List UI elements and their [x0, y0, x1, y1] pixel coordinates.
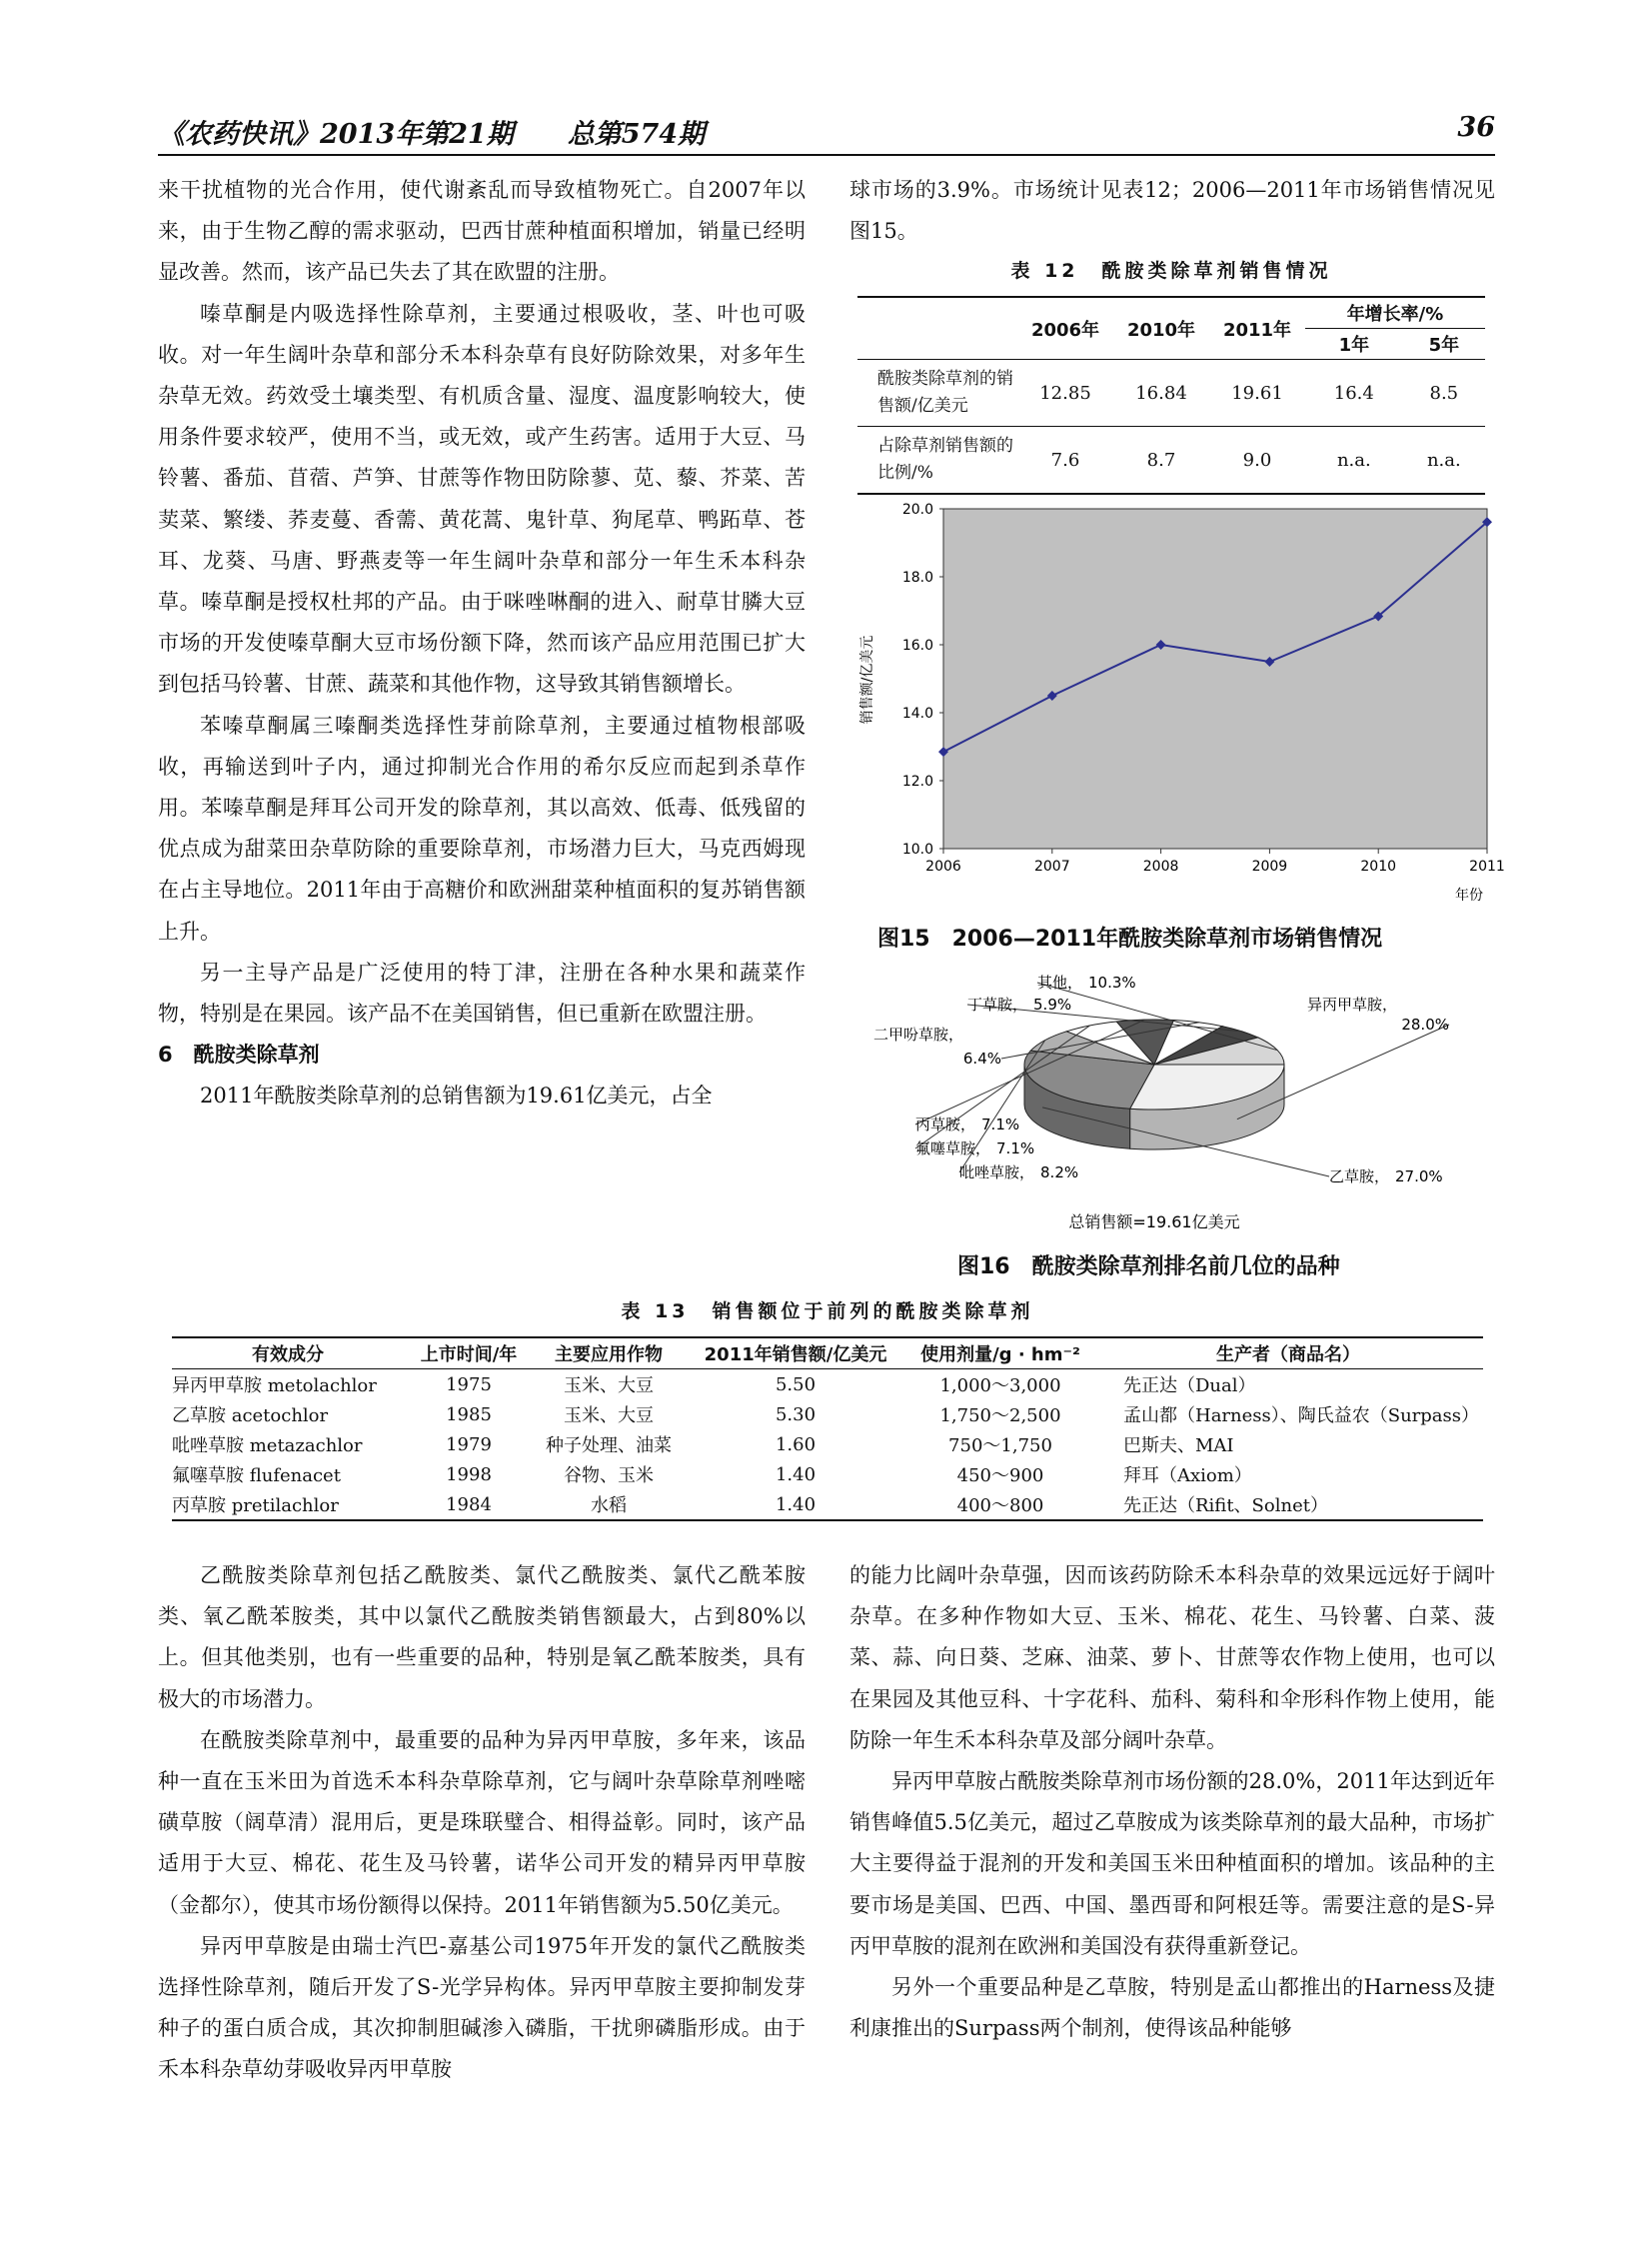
table12-cell: 9.0: [1242, 449, 1272, 471]
table13-cell: 先正达（Dual）: [1123, 1375, 1256, 1396]
paragraph: 乙酰胺类除草剂包括乙酰胺类、氯代乙酰胺类、氯代乙酰苯胺类、氧乙酰苯胺类，其中以氯代乙酰胺类销售额最大，占到80%以上。但其他类别，也有一些重要的品种，特别是氧乙酰苯胺类，具有极大的市场潜力。: [158, 1563, 806, 1711]
table13-cell: 1.40: [775, 1463, 817, 1485]
pie-label: 其他， 10.3%: [1037, 974, 1136, 992]
y-tick-label: 12.0: [901, 774, 933, 790]
table12-cell: n.a.: [1336, 449, 1371, 471]
x-tick-label: 2008: [1142, 859, 1179, 875]
table12-cell: 7.6: [1050, 449, 1080, 471]
left-column-top: [158, 170, 806, 1118]
x-tick-label: 2006: [925, 859, 961, 875]
figure15-caption: 图15 2006—2011年酰胺类除草剂市场销售情况: [877, 927, 1383, 952]
table13-cell: 1.60: [775, 1433, 817, 1455]
table12-cell: 8.5: [1429, 382, 1459, 404]
pie-label: 乙草胺， 27.0%: [1329, 1167, 1443, 1185]
paragraph: 另外一个重要品种是乙草胺，特别是孟山都推出的Harness及捷利康推出的Surpass两个制剂，使得该品种能够: [849, 1975, 1495, 2041]
pie-label: 丁草胺， 5.9%: [967, 996, 1072, 1014]
table12-cell: 16.84: [1135, 382, 1187, 404]
table13-header: 生产者（商品名）: [1216, 1344, 1360, 1365]
table13-cell: 1975: [446, 1373, 492, 1395]
paragraph: 异丙甲草胺占酰胺类除草剂市场份额的28.0%，2011年达到近年销售峰值5.5亿美元，超过乙草胺成为该类除草剂的最大品种，市场扩大主要得益于混剂的开发和美国玉米田种植面积的增加。该品种的主要市场是美国、巴西、中国、墨西哥和阿根廷等。需要注意的是S-异丙甲草胺的混剂在欧洲和美国没有获得重新登记。: [849, 1769, 1495, 1958]
table13-cell: 玉米、大豆: [564, 1405, 654, 1426]
y-tick-label: 16.0: [901, 638, 933, 654]
paragraph: 来干扰植物的光合作用，使代谢紊乱而导致植物死亡。自2007年以来，由于生物乙醇的需求驱动，巴西甘蔗种植面积增加，销量已经明显改善。然而，该产品已失去了其在欧盟的注册。: [158, 178, 806, 285]
table13-cell: 450～900: [956, 1465, 1044, 1486]
table13-cell: 400～800: [956, 1495, 1044, 1516]
right-column-bottom: [849, 1555, 1495, 2049]
table12: [857, 296, 1485, 495]
table12-header: 2011年: [1222, 319, 1292, 341]
x-tick-label: 2007: [1033, 859, 1070, 875]
section-heading: 6 酰胺类除草剂: [158, 1043, 320, 1068]
table13-caption: 表 13 销售额位于前列的酰胺类除草剂: [621, 1300, 1034, 1322]
table13-cell: 巴斯夫、MAI: [1123, 1435, 1234, 1456]
table13-header: 使用剂量/g · hm⁻²: [920, 1344, 1080, 1365]
table13-header: 有效成分: [252, 1344, 324, 1365]
y-tick-label: 20.0: [901, 502, 933, 518]
table13-cell: 吡唑草胺 metazachlor: [172, 1435, 363, 1456]
table12-subheader: 5年: [1428, 335, 1460, 356]
table-row: [172, 1429, 1483, 1459]
table13-cell: 1984: [446, 1493, 492, 1515]
table12-cell: 12.85: [1039, 382, 1091, 404]
journal-title: 《农药快讯》2013年第21期 总第574期: [158, 119, 706, 150]
line-chart: [857, 502, 1505, 905]
y-axis-label: 销售额/亿美元: [859, 635, 875, 725]
table13-cell: 谷物、玉米: [564, 1465, 654, 1486]
table13-cell: 氟噻草胺 flufenacet: [172, 1465, 341, 1486]
figure16-caption: 图16 酰胺类除草剂排名前几位的品种: [957, 1254, 1340, 1279]
table13-cell: 孟山都（Harness）、陶氏益农（Surpass）: [1123, 1405, 1480, 1426]
table13-cell: 1979: [446, 1433, 492, 1455]
table12-corner: [857, 297, 1017, 360]
y-tick-label: 10.0: [901, 842, 933, 858]
page-number: 36: [1457, 112, 1495, 143]
pie-chart: [859, 970, 1499, 1239]
table13-cell: 种子处理、油菜: [546, 1435, 672, 1456]
table13-cell: 1,750～2,500: [939, 1405, 1061, 1426]
table13-cell: 水稻: [591, 1495, 627, 1516]
pie-total-label: 总销售额=19.61亿美元: [1068, 1212, 1240, 1231]
left-column-bottom: [158, 1555, 806, 2091]
table13-header: 2011年销售额/亿美元: [704, 1344, 887, 1365]
table-row: [172, 1369, 1483, 1400]
paragraph: 球市场的3.9%。市场统计见表12；2006—2011年市场销售情况见图15。: [849, 178, 1495, 244]
pie-label: 二甲吩草胺，6.4%: [872, 1026, 1001, 1068]
paragraph: 的能力比阔叶杂草强，因而该药防除禾本科杂草的效果远远好于阔叶杂草。在多种作物如大豆、玉米、棉花、花生、马铃薯、白菜、菠菜、蒜、向日葵、芝麻、油菜、萝卜、甘蔗等农作物上使用，也可以在果园及其他豆科、十字花科、茄科、菊科和伞形科作物上使用，能防除一年生禾本科杂草及部分阔叶杂草。: [849, 1563, 1495, 1752]
plot-area: [943, 509, 1487, 849]
table-row: [172, 1399, 1483, 1429]
table13-cell: 1985: [446, 1403, 492, 1425]
x-tick-label: 2010: [1360, 859, 1397, 875]
table13-cell: 拜耳（Axiom）: [1123, 1465, 1252, 1486]
table13-cell: 先正达（Rifit、Solnet）: [1123, 1495, 1328, 1516]
right-column-top: [849, 170, 1495, 252]
table12-cell: 8.7: [1146, 449, 1176, 471]
table12-caption: 表 12 酰胺类除草剂销售情况: [1010, 260, 1332, 282]
y-tick-label: 14.0: [901, 706, 933, 722]
table13-cell: 1.40: [775, 1493, 817, 1515]
pie-label: 丙草胺， 7.1%: [915, 1116, 1020, 1133]
table13-cell: 玉米、大豆: [564, 1375, 654, 1396]
table12-cell: 16.4: [1333, 382, 1374, 404]
table12-row-label: 酰胺类除草剂的销售额/亿美元: [877, 369, 1013, 416]
table12-row-label: 占除草剂销售额的比例/%: [877, 436, 1013, 483]
table13-header: 上市时间/年: [420, 1344, 518, 1365]
table12-header: 2010年: [1126, 319, 1196, 341]
table13-cell: 乙草胺 acetochlor: [172, 1405, 329, 1426]
paragraph: 苯嗪草酮属三嗪酮类选择性芽前除草剂，主要通过植物根部吸收，再输送到叶子内，通过抑制光合作用的希尔反应而起到杀草作用。苯嗪草酮是拜耳公司开发的除草剂，其以高效、低毒、低残留的优点成为甜菜田杂草防除的重要除草剂，市场潜力巨大，马克西姆现在占主导地位。2011年由于高糖价和欧洲甜菜种植面积的复苏销售额上升。: [158, 713, 806, 944]
pie-label: 氟噻草胺， 7.1%: [915, 1139, 1035, 1157]
y-tick-label: 18.0: [901, 570, 933, 586]
table12-cell: 19.61: [1231, 382, 1283, 404]
table13-cell: 5.30: [775, 1403, 817, 1425]
pie-label: 吡唑草胺， 8.2%: [959, 1163, 1079, 1181]
table13-header: 主要应用作物: [555, 1344, 663, 1365]
table12-subheader: 1年: [1338, 335, 1370, 356]
paragraph: 嗪草酮是内吸选择性除草剂，主要通过根吸收，茎、叶也可吸收。对一年生阔叶杂草和部分禾本科杂草有良好防除效果，对多年生杂草无效。药效受土壤类型、有机质含量、湿度、温度影响较大，使用条件要求较严，使用不当，或无效，或产生药害。适用于大豆、马铃薯、番茄、苜蓿、芦笋、甘蔗等作物田防除蓼、苋、藜、芥菜、苦荬菜、繁缕、荞麦蔓、香薷、黄花蒿、鬼针草、狗尾草、鸭跖草、苍耳、龙葵、马唐、野燕麦等一年生阔叶杂草和部分一年生禾本科杂草。嗪草酮是授权杜邦的产品。由于咪唑啉酮的进入、耐草甘膦大豆市场的开发使嗪草酮大豆市场份额下降，然而该产品应用范围已扩大到包括马铃薯、甘蔗、蔬菜和其他作物，这导致其销售额增长。: [158, 301, 806, 697]
paragraph: 另一主导产品是广泛使用的特丁津，注册在各种水果和蔬菜作物，特别是在果园。该产品不在美国销售，但已重新在欧盟注册。: [158, 960, 806, 1027]
table13-cell: 750～1,750: [948, 1435, 1052, 1456]
table13-cell: 5.50: [775, 1373, 817, 1395]
table13-cell: 异丙甲草胺 metolachlor: [172, 1375, 377, 1396]
paragraph: 在酰胺类除草剂中，最重要的品种为异丙甲草胺，多年来，该品种一直在玉米田为首选禾本科杂草除草剂，它与阔叶杂草除草剂唑嘧磺草胺（阔草清）混用后，更是珠联璧合、相得益彰。同时，该产品适用于大豆、棉花、花生及马铃薯，诺华公司开发的精异丙甲草胺（金都尔），使其市场份额得以保持。2011年销售额为5.50亿美元。: [158, 1727, 806, 1917]
x-tick-label: 2011: [1469, 859, 1505, 875]
header-rule: [158, 154, 1495, 156]
table12-header: 2006年: [1030, 319, 1100, 341]
paragraph: 异丙甲草胺是由瑞士汽巴-嘉基公司1975年开发的氯代乙酰胺类选择性除草剂，随后开发了S-光学异构体。异丙甲草胺主要抑制发芽种子的蛋白质合成，其次抑制胆碱渗入磷脂，干扰卵磷脂形成。由于禾本科杂草幼芽吸收异丙甲草胺: [158, 1933, 806, 2082]
paragraph: 2011年酰胺类除草剂的总销售额为19.61亿美元，占全: [200, 1084, 713, 1109]
table-row: [172, 1459, 1483, 1489]
table12-cell: n.a.: [1426, 449, 1461, 471]
table13-cell: 1,000～3,000: [939, 1375, 1061, 1396]
table-row: [172, 1489, 1483, 1520]
table13-cell: 1998: [446, 1463, 492, 1485]
x-axis-label: 年份: [1455, 888, 1483, 904]
table13-cell: 丙草胺 pretilachlor: [172, 1495, 339, 1516]
table12-growth-header: 年增长率/%: [1305, 297, 1485, 329]
pie-label: 异丙甲草胺，28.0%: [1307, 996, 1449, 1034]
page-header: [158, 112, 1495, 152]
x-tick-label: 2009: [1251, 859, 1288, 875]
table13: [172, 1336, 1483, 1521]
